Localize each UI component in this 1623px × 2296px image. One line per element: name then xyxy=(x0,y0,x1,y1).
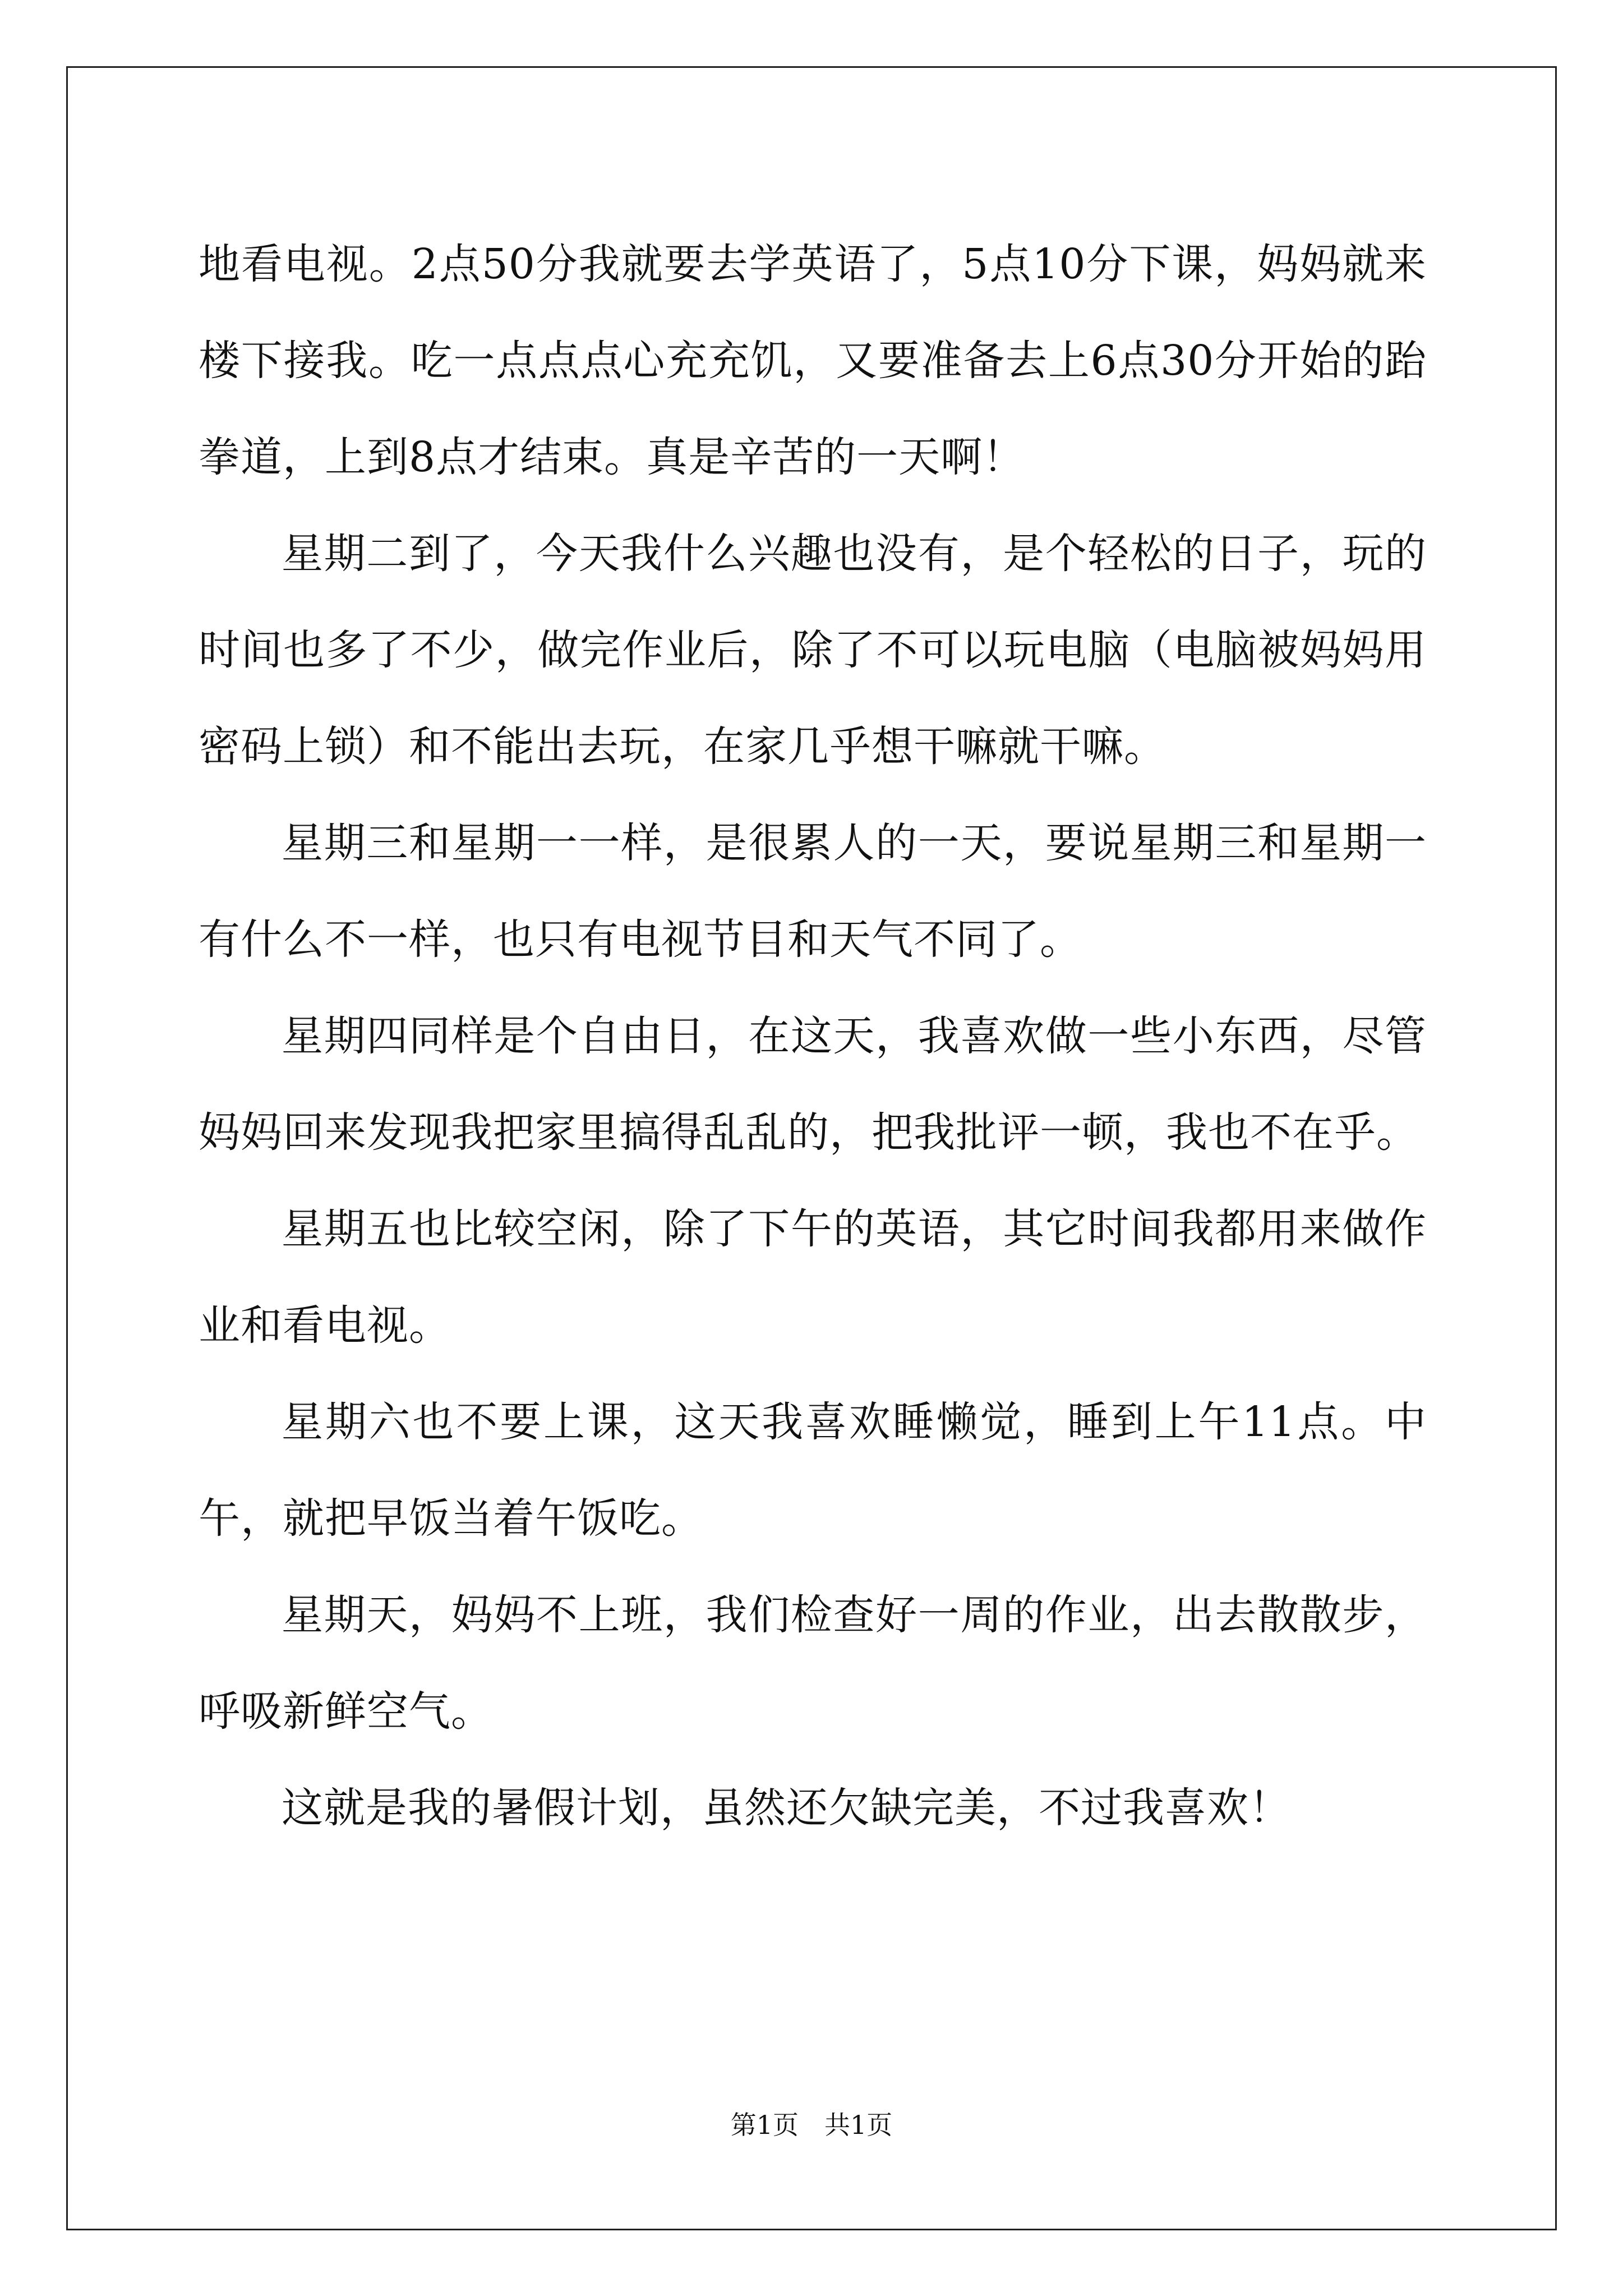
page-footer xyxy=(0,2108,1623,2142)
paragraph-6: 星期六也不要上课，这天我喜欢睡懒觉，睡到上午11点。中午，就把早饭当着午饭吃。 xyxy=(199,1398,1427,1543)
paragraph-4: 星期四同样是个自由日，在这天，我喜欢做一些小东西，尽管妈妈回来发现我把家里搞得乱乱的，把我批评一顿，我也不在乎。 xyxy=(199,1012,1427,1157)
page-total: 共1页 xyxy=(824,2110,893,2140)
paragraph-2: 星期二到了，今天我什么兴趣也没有，是个轻松的日子，玩的时间也多了不少，做完作业后，除了不可以玩电脑（电脑被妈妈用密码上锁）和不能出去玩，在家几乎想干嘛就干嘛。 xyxy=(199,530,1427,771)
paragraph-3: 星期三和星期一一样，是很累人的一天，要说星期三和星期一有什么不一样，也只有电视节目和天气不同了。 xyxy=(199,819,1427,964)
paragraph-1: 地看电视。2点50分我就要去学英语了，5点10分下课，妈妈就来楼下接我。吃一点点点心充充饥，又要准备去上6点30分开始的跆拳道，上到8点才结束。真是辛苦的一天啊！ xyxy=(199,240,1427,481)
paragraph-7: 星期天，妈妈不上班，我们检查好一周的作业，出去散散步，呼吸新鲜空气。 xyxy=(199,1591,1427,1736)
paragraph-5: 星期五也比较空闲，除了下午的英语，其它时间我都用来做作业和看电视。 xyxy=(199,1205,1427,1350)
paragraph-8: 这就是我的暑假计划，虽然还欠缺完美，不过我喜欢！ xyxy=(282,1784,1291,1832)
page-number: 第1页 xyxy=(730,2110,799,2140)
document-body xyxy=(199,216,1427,1856)
